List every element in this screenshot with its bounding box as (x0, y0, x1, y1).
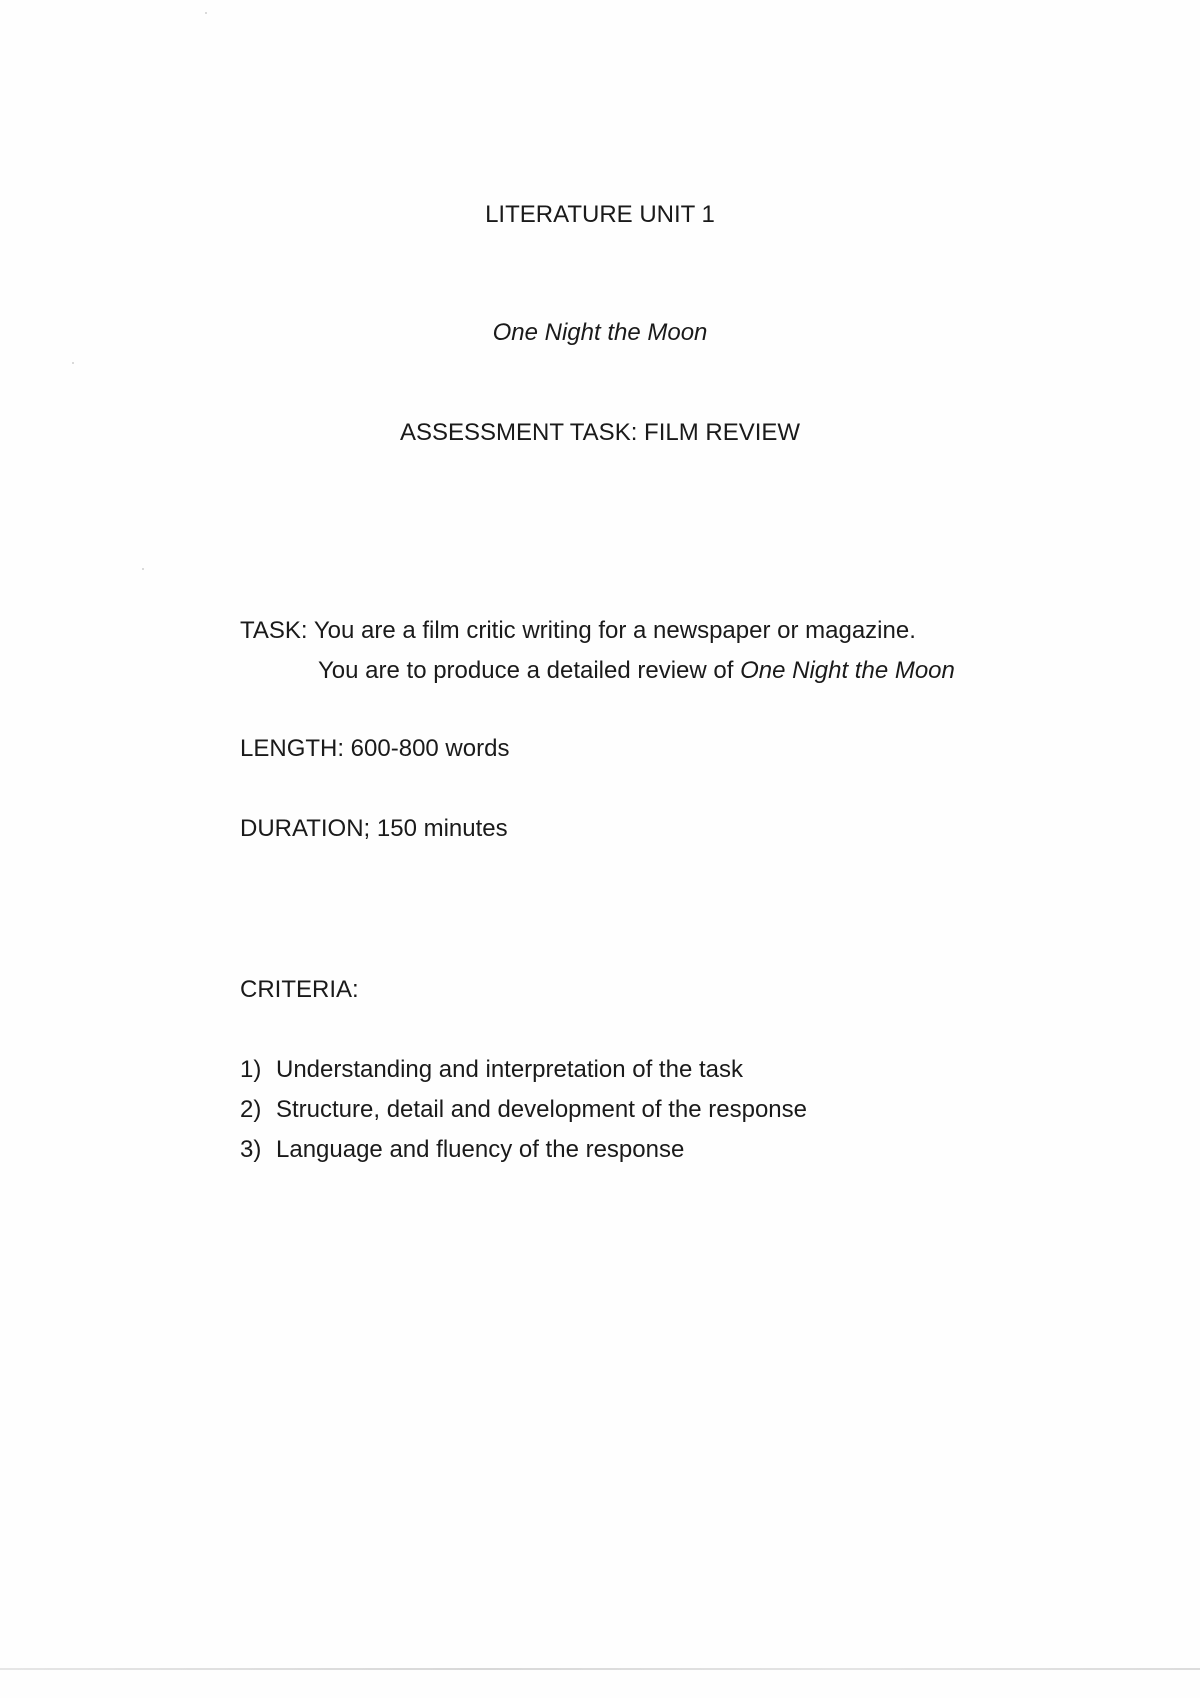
criteria-number: 3) (240, 1136, 262, 1163)
task-film-title: One Night the Moon (740, 657, 955, 684)
text-title: One Night the Moon (492, 319, 708, 346)
task-line-2 (318, 656, 955, 686)
criteria-text: Understanding and interpretation of the task (276, 1056, 743, 1083)
criteria-text: Structure, detail and development of the response (276, 1096, 807, 1123)
criteria-list (240, 1055, 807, 1175)
assessment-title: ASSESSMENT TASK: FILM REVIEW (399, 419, 801, 446)
criteria-item (240, 1095, 807, 1135)
criteria-item (240, 1055, 807, 1095)
task-description: You are a film critic writing for a newspaper or magazine. (313, 617, 916, 644)
criteria-text: Language and fluency of the response (276, 1136, 685, 1163)
criteria-number: 1) (240, 1056, 262, 1083)
criteria-item (240, 1135, 807, 1175)
scan-speck (205, 12, 207, 14)
scan-bottom-edge (0, 1668, 1200, 1670)
criteria-heading: CRITERIA: (240, 976, 359, 1003)
unit-title: LITERATURE UNIT 1 (485, 201, 715, 228)
criteria-number: 2) (240, 1096, 262, 1123)
scan-speck (72, 362, 74, 364)
task-label: TASK: (240, 617, 308, 644)
task-line-1 (240, 616, 916, 646)
duration-requirement: DURATION; 150 minutes (240, 815, 508, 842)
length-requirement: LENGTH: 600-800 words (240, 735, 510, 762)
task-review-prompt: You are to produce a detailed review of (318, 657, 734, 684)
scan-speck (142, 568, 144, 570)
